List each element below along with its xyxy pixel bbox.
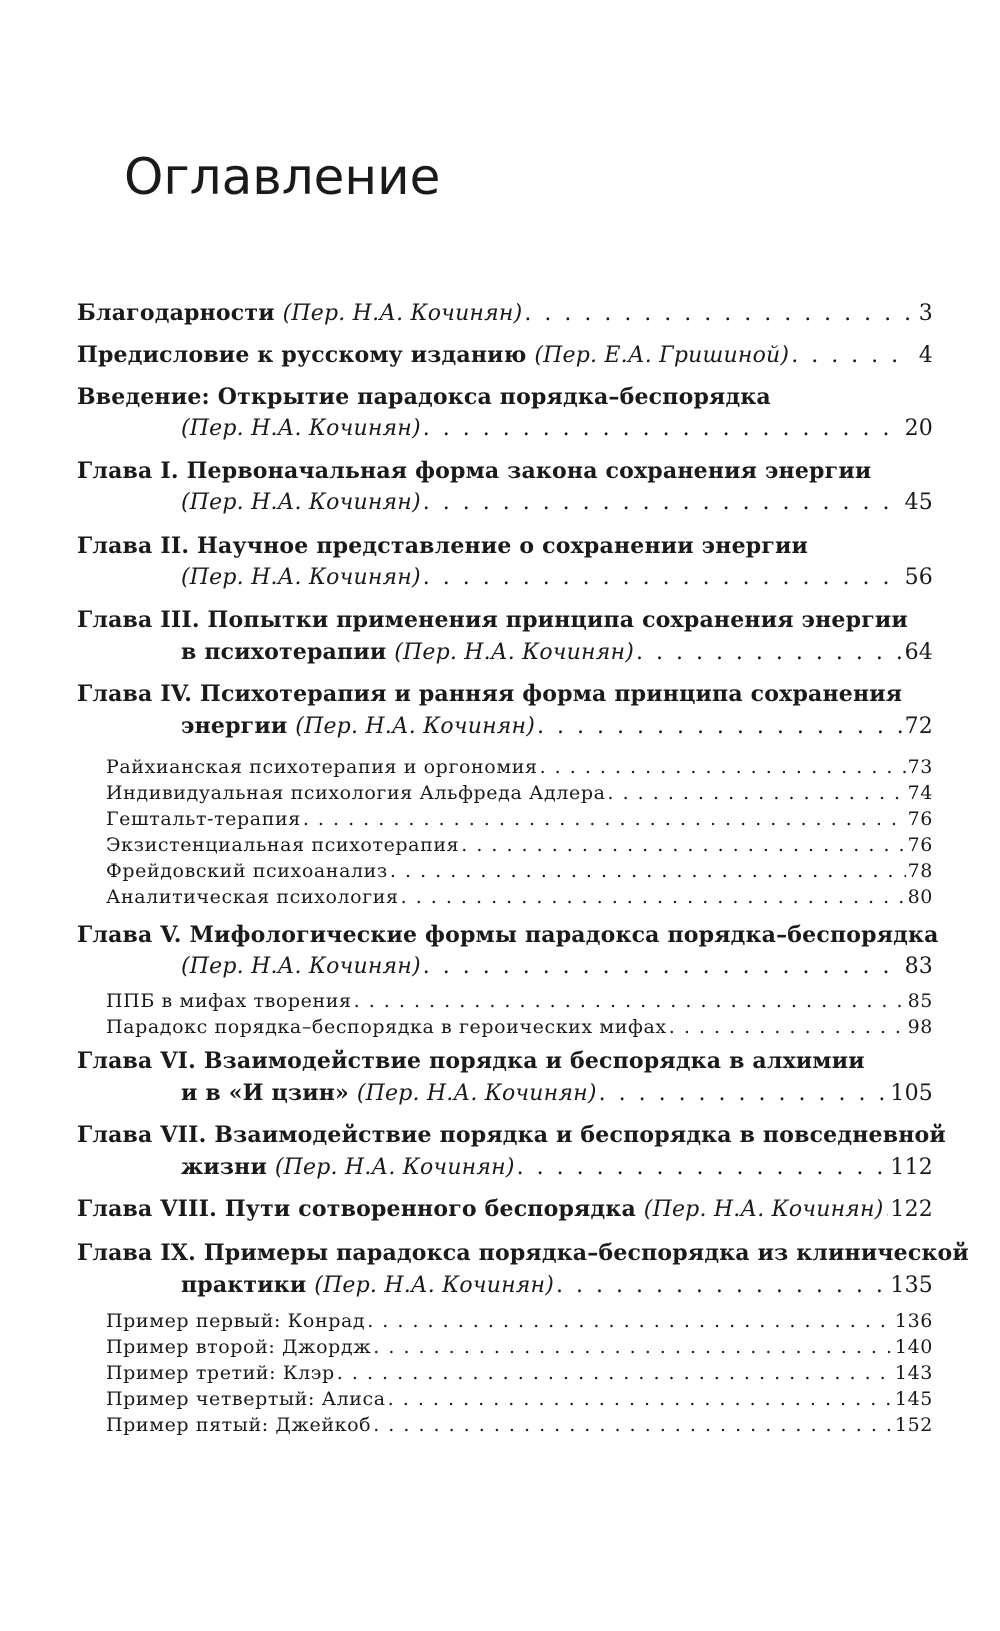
dot-leader xyxy=(423,954,903,979)
toc-entry-line xyxy=(77,384,933,410)
dot-leader xyxy=(373,1414,893,1436)
page-number: 122 xyxy=(890,1197,933,1222)
page-number: 152 xyxy=(894,1414,933,1436)
translator-credit: (Пер. Н.А. Кочинян) xyxy=(356,1081,597,1106)
entry-title: Глава VI. Взаимодействие порядка и беспорядка в алхимии xyxy=(77,1048,865,1074)
toc-entry-line xyxy=(77,1080,933,1106)
translator-credit: (Пер. Н.А. Кочинян) xyxy=(282,301,523,326)
toc-entry-line xyxy=(77,954,933,979)
entry-title: Глава IV. Психотерапия и ранняя форма принципа сохранения xyxy=(77,681,903,707)
page-number: 4 xyxy=(918,343,933,368)
subentry-title: Аналитическая психология xyxy=(106,886,399,908)
subentry-title: Пример четвертый: Алиса xyxy=(106,1388,386,1410)
page-number: 136 xyxy=(894,1310,933,1332)
toc-entry-line xyxy=(77,1196,933,1222)
translator-credit: (Пер. Н.А. Кочинян) xyxy=(314,1273,555,1298)
dot-leader xyxy=(669,1016,906,1038)
toc-entry-line xyxy=(77,1122,946,1148)
translator-credit: (Пер. Е.А. Гришиной) xyxy=(534,343,790,368)
entry-title: практики xyxy=(181,1272,307,1298)
dot-leader xyxy=(303,808,906,830)
subentry-title: Парадокс порядка–беспорядка в героических мифах xyxy=(106,1016,667,1038)
page-number: 135 xyxy=(890,1273,933,1298)
toc-entry-line xyxy=(77,300,933,326)
page-number: 72 xyxy=(904,714,933,739)
page-number: 105 xyxy=(890,1081,933,1106)
page-number: 56 xyxy=(904,565,933,590)
entry-title: Глава I. Первоначальная форма закона сохранения энергии xyxy=(77,458,872,484)
translator-credit: (Пер. Н.А. Кочинян) xyxy=(181,954,421,979)
translator-name: Пер. Н.А. Кочинян xyxy=(304,714,527,739)
dot-leader xyxy=(337,1362,893,1384)
dot-leader xyxy=(388,1388,893,1410)
toc-entry-line xyxy=(77,1272,933,1298)
dot-leader xyxy=(636,640,903,665)
toc-entry-line xyxy=(77,607,933,633)
subentry-title: ППБ в мифах творения xyxy=(106,990,352,1012)
translator-name: Пер. Н.А. Кочинян xyxy=(283,1155,506,1180)
subentry-title: Индивидуальная психология Альфреда Адлера xyxy=(106,782,606,804)
toc-entry-line xyxy=(77,342,933,368)
translator-name: Пер. Е.А. Гришиной xyxy=(543,343,781,368)
dot-leader xyxy=(354,990,906,1012)
toc-entry-line xyxy=(77,681,933,707)
toc-subentry[interactable] xyxy=(106,808,933,830)
toc-subentry[interactable] xyxy=(106,1388,933,1410)
page-number: 74 xyxy=(907,782,933,804)
entry-title: энергии xyxy=(181,713,288,739)
dot-leader xyxy=(537,714,903,739)
toc-entry-line xyxy=(77,1240,969,1266)
translator-credit: (Пер. Н.А. Кочинян) xyxy=(181,490,421,515)
toc-subentry[interactable] xyxy=(106,1414,933,1436)
toc-subentry[interactable] xyxy=(106,1362,933,1384)
toc-subentry[interactable] xyxy=(106,756,933,778)
entry-title: Глава II. Научное представление о сохранении энергии xyxy=(77,533,809,559)
toc-subentry[interactable] xyxy=(106,1336,933,1358)
toc-entry-line xyxy=(77,639,933,665)
entry-title: Глава VII. Взаимодействие порядка и беспорядка в повседневной xyxy=(77,1122,946,1148)
entry-title: Глава III. Попытки применения принципа сохранения энергии xyxy=(77,607,908,633)
translator-name: Пер. Н.А. Кочинян xyxy=(652,1197,875,1222)
dot-leader xyxy=(461,834,905,856)
dot-leader xyxy=(599,1081,889,1106)
page-title: Оглавление xyxy=(124,148,441,206)
page-number: 64 xyxy=(904,640,933,665)
translator-name: Пер. Н.А. Кочинян xyxy=(189,954,412,979)
toc-entry-line xyxy=(77,1154,933,1180)
page-number: 78 xyxy=(907,860,933,882)
translator-credit: (Пер. Н.А. Кочинян) xyxy=(394,640,634,665)
translator-credit: (Пер. Н.А. Кочинян) xyxy=(181,416,421,441)
entry-title: Предисловие к русскому изданию xyxy=(77,342,527,368)
translator-credit: (Пер. Н.А. Кочинян) xyxy=(274,1155,515,1180)
dot-leader xyxy=(401,886,906,908)
dot-leader xyxy=(524,301,911,326)
toc-subentry[interactable] xyxy=(106,1310,933,1332)
toc-subentry[interactable] xyxy=(106,782,933,804)
toc-entry-line xyxy=(77,490,933,515)
dot-leader xyxy=(367,1310,893,1332)
toc-entry-line xyxy=(77,922,939,948)
entry-title: Глава V. Мифологические формы парадокса порядка–беспорядка xyxy=(77,922,939,948)
page-number: 145 xyxy=(894,1388,933,1410)
entry-title: Введение: Открытие парадокса порядка–беспорядка xyxy=(77,384,771,410)
page-number: 45 xyxy=(904,490,933,515)
translator-name: Пер. Н.А. Кочинян xyxy=(365,1081,588,1106)
dot-leader xyxy=(556,1273,888,1298)
translator-name: Пер. Н.А. Кочинян xyxy=(323,1273,546,1298)
dot-leader xyxy=(373,1336,893,1358)
entry-title: Благодарности xyxy=(77,300,275,326)
dot-leader xyxy=(608,782,906,804)
entry-title: и в «И цзин» xyxy=(181,1080,349,1106)
subentry-title: Пример третий: Клэр xyxy=(106,1362,335,1384)
toc-subentry[interactable] xyxy=(106,834,933,856)
subentry-title: Пример второй: Джордж xyxy=(106,1336,372,1358)
dot-leader xyxy=(886,1197,889,1222)
toc-entry-line xyxy=(77,416,933,441)
page-number: 98 xyxy=(907,1016,933,1038)
dot-leader xyxy=(423,565,903,590)
translator-name: Пер. Н.А. Кочинян xyxy=(403,640,626,665)
toc-entry-line xyxy=(77,565,933,590)
page-number: 76 xyxy=(907,834,933,856)
page-number: 20 xyxy=(904,416,933,441)
toc-subentry[interactable] xyxy=(106,860,933,882)
entry-title: Глава VIII. Пути сотворенного беспорядка xyxy=(77,1196,636,1222)
toc-subentry[interactable] xyxy=(106,1016,933,1038)
translator-credit: (Пер. Н.А. Кочинян) xyxy=(181,565,421,590)
entry-title: жизни xyxy=(181,1154,267,1180)
subentry-title: Экзистенциальная психотерапия xyxy=(106,834,460,856)
subentry-title: Пример первый: Конрад xyxy=(106,1310,366,1332)
toc-entry-line xyxy=(77,533,933,559)
page-number: 80 xyxy=(907,886,933,908)
toc-subentry[interactable] xyxy=(106,990,933,1012)
translator-name: Пер. Н.А. Кочинян xyxy=(189,490,412,515)
dot-leader xyxy=(517,1155,889,1180)
toc-subentry[interactable] xyxy=(106,886,933,908)
dot-leader xyxy=(423,490,903,515)
translator-name: Пер. Н.А. Кочинян xyxy=(189,565,412,590)
subentry-title: Гештальт-терапия xyxy=(106,808,301,830)
dot-leader xyxy=(390,860,906,882)
page-number: 140 xyxy=(894,1336,933,1358)
entry-title: в психотерапии xyxy=(181,639,387,665)
dot-leader xyxy=(791,343,911,368)
translator-name: Пер. Н.А. Кочинян xyxy=(291,301,514,326)
entry-title: Глава IX. Примеры парадокса порядка–беспорядка из клинической xyxy=(77,1240,969,1266)
translator-credit: (Пер. Н.А. Кочинян) xyxy=(643,1197,884,1222)
page-number: 3 xyxy=(918,301,933,326)
page-number: 112 xyxy=(890,1155,933,1180)
page-number: 76 xyxy=(907,808,933,830)
toc-entry-line xyxy=(77,458,933,484)
toc-entry-line xyxy=(77,1048,933,1074)
dot-leader xyxy=(540,756,906,778)
page-number: 73 xyxy=(907,756,933,778)
page-number: 83 xyxy=(904,954,933,979)
subentry-title: Фрейдовский психоанализ xyxy=(106,860,388,882)
translator-name: Пер. Н.А. Кочинян xyxy=(189,416,412,441)
subentry-title: Райхианская психотерапия и оргономия xyxy=(106,756,538,778)
subentry-title: Пример пятый: Джейкоб xyxy=(106,1414,372,1436)
page-number: 85 xyxy=(907,990,933,1012)
translator-credit: (Пер. Н.А. Кочинян) xyxy=(295,714,536,739)
toc-entry-line xyxy=(77,713,933,739)
dot-leader xyxy=(423,416,903,441)
page-number: 143 xyxy=(894,1362,933,1384)
